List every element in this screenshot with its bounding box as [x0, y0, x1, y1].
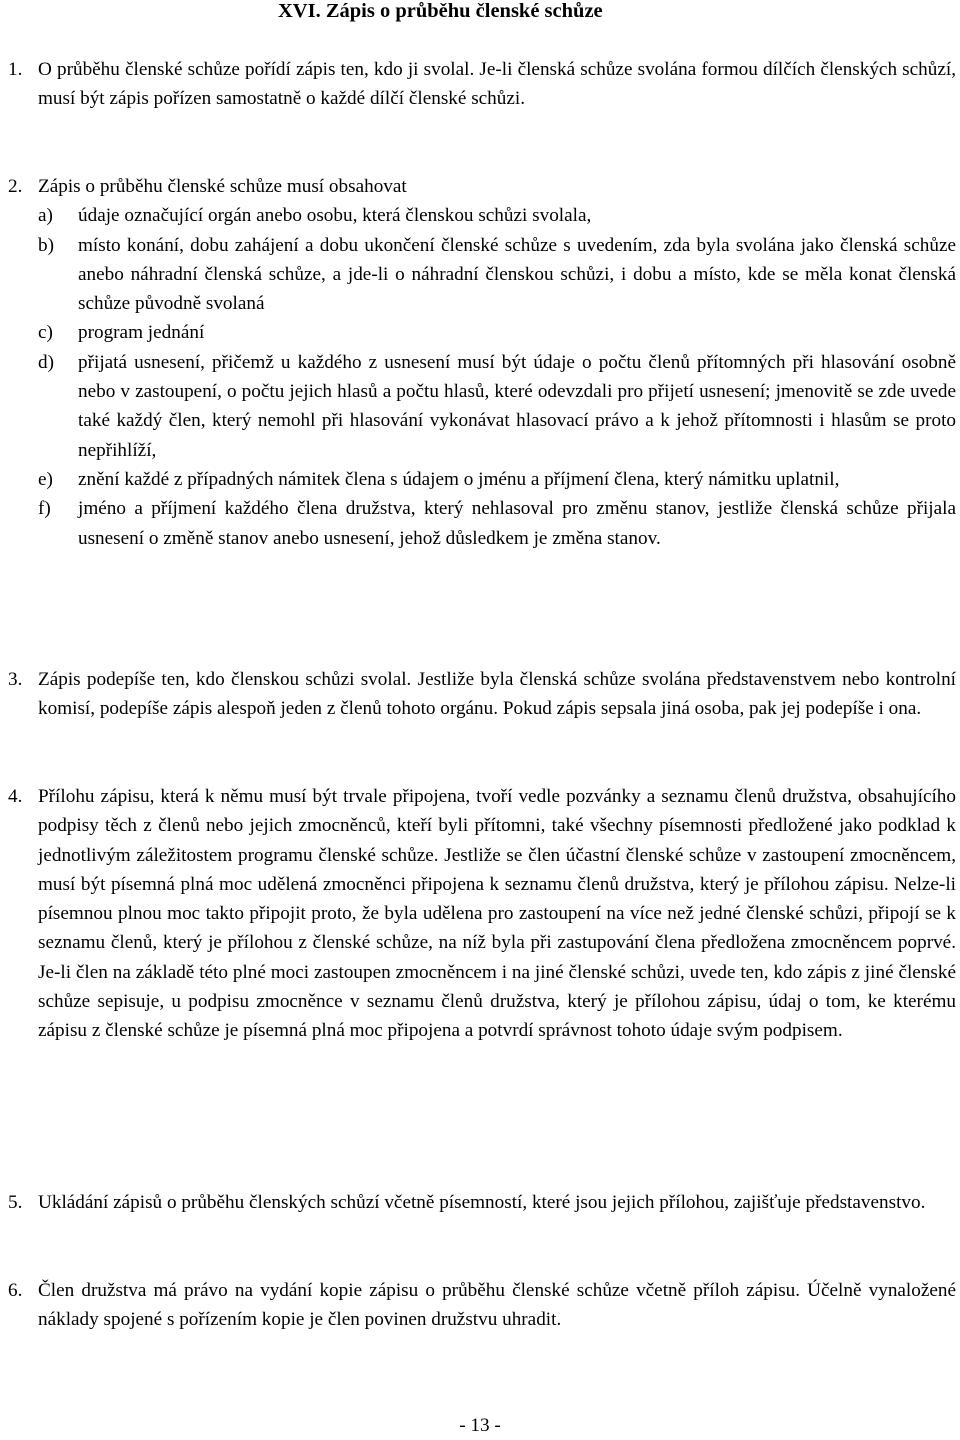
section-title: XVI. Zápis o průběhu členské schůze: [278, 0, 603, 22]
paragraph-3: [8, 665, 956, 724]
paragraph-number: 4.: [8, 786, 23, 807]
page-number: - 13 -: [459, 1415, 501, 1436]
item-label: e): [38, 468, 53, 490]
list-item: [8, 231, 956, 319]
list-item: [8, 465, 956, 494]
list-item: [8, 494, 956, 553]
paragraph-text: Ukládání zápisů o průběhu členských schůzí včetně písemností, které jsou jejich přílohou, zajišťuje představenstvo.: [38, 1192, 926, 1213]
list-item: [8, 348, 956, 465]
requirements-list: [8, 201, 956, 553]
item-label: d): [38, 351, 54, 373]
item-text: přijatá usnesení, přičemž u každého z usnesení musí být údaje o počtu členů přítomných při hlasování osobně nebo v zastoupení, o počtu jejich hlasů a počtu hlasů, které odevzdali pro přijetí usnesení; jmenovitě se zde uvede také každý člen, který nemohl při hlasování vykonávat hlasovací právo a k jehož přítomnosti i hlasům se proto nepřihlíží,: [78, 351, 956, 461]
list-item: [8, 318, 956, 347]
paragraph-2: [8, 172, 956, 553]
paragraph-6: [8, 1276, 956, 1335]
item-text: program jednání: [78, 322, 205, 344]
paragraph-text: Zápis podepíše ten, kdo členskou schůzi svolal. Jestliže byla členská schůze svolána představenstvem nebo kontrolní komisí, podepíše zápis alespoň jeden z členů tohoto orgánu. Pokud zápis sepsala jiná osoba, pak jej podepíše i ona.: [38, 669, 956, 720]
item-label: a): [38, 205, 53, 227]
paragraph-text: O průběhu členské schůze pořídí zápis ten, kdo ji svolal. Je-li členská schůze svolána formou dílčích členských schůzí, musí být zápis pořízen samostatně o každé dílčí členské schůzi.: [38, 59, 956, 110]
item-label: f): [38, 498, 51, 520]
item-text: znění každé z případných námitek člena s údajem o jménu a příjmení člena, který námitku uplatnil,: [78, 468, 840, 490]
item-text: jméno a příjmení každého člena družstva, který nehlasoval pro změnu stanov, jestliže členská schůze přijala usnesení o změně stanov anebo usnesení, jehož důsledkem je změna stanov.: [78, 498, 956, 549]
paragraph-5: [8, 1188, 956, 1217]
paragraph-number: 1.: [8, 59, 23, 80]
item-text: údaje označující orgán anebo osobu, která členskou schůzi svolala,: [78, 205, 592, 227]
paragraph-number: 6.: [8, 1280, 23, 1301]
list-item: [8, 201, 956, 230]
item-text: místo konání, dobu zahájení a dobu ukončení členské schůze s uvedením, zda byla svolána jako členská schůze anebo náhradní členská schůze, a jde-li o náhradní členskou schůzi, i dobu a místo, kde se měla konat členská schůze původně svolaná: [78, 234, 956, 315]
paragraph-4: [8, 782, 956, 1046]
paragraph-text: Zápis o průběhu členské schůze musí obsahovat: [38, 176, 407, 197]
paragraph-1: [8, 55, 956, 114]
paragraph-text: Člen družstva má právo na vydání kopie zápisu o průběhu členské schůze včetně příloh zápisu. Účelně vynaložené náklady spojené s pořízením kopie je člen povinen družstvu uhradit.: [38, 1280, 956, 1331]
item-label: b): [38, 234, 54, 256]
paragraph-number: 2.: [8, 176, 23, 197]
paragraph-text: Přílohu zápisu, která k němu musí být trvale připojena, tvoří vedle pozvánky a seznamu členů družstva, obsahujícího podpisy těch z členů nebo jejich zmocněnců, kteří byli přítomni, také všechny písemnosti předložené jako podklad k jednotlivým záležitostem programu členské schůze. Jestliže se člen účastní členské schůze v zastoupení zmocněncem, musí být písemná plná moc udělená zmocněnci připojena k seznamu členů družstva, který je přílohou zápisu. Nelze-li písemnou plnou moc takto připojit proto, že byla udělena pro zastoupení na více než jedné členské schůzi, připojí se k seznamu členů, který je přílohou z členské schůze, na níž byla při zastupování člena předložena zmocněncem poprvé. Je-li člen na základě této plné moci zastoupen zmocněncem i na jiné členské schůzi, uvede ten, kdo zápis z jiné členské schůze sepisuje, u podpisu zmocněnce v seznamu členů družstva, který je přílohou zápisu, údaj o tom, ke kterému zápisu z členské schůze je písemná plná moc připojena a potvrdí správnost tohoto údaje svým podpisem.: [38, 786, 956, 1042]
paragraph-number: 5.: [8, 1192, 23, 1213]
item-label: c): [38, 322, 53, 344]
paragraph-number: 3.: [8, 669, 23, 690]
